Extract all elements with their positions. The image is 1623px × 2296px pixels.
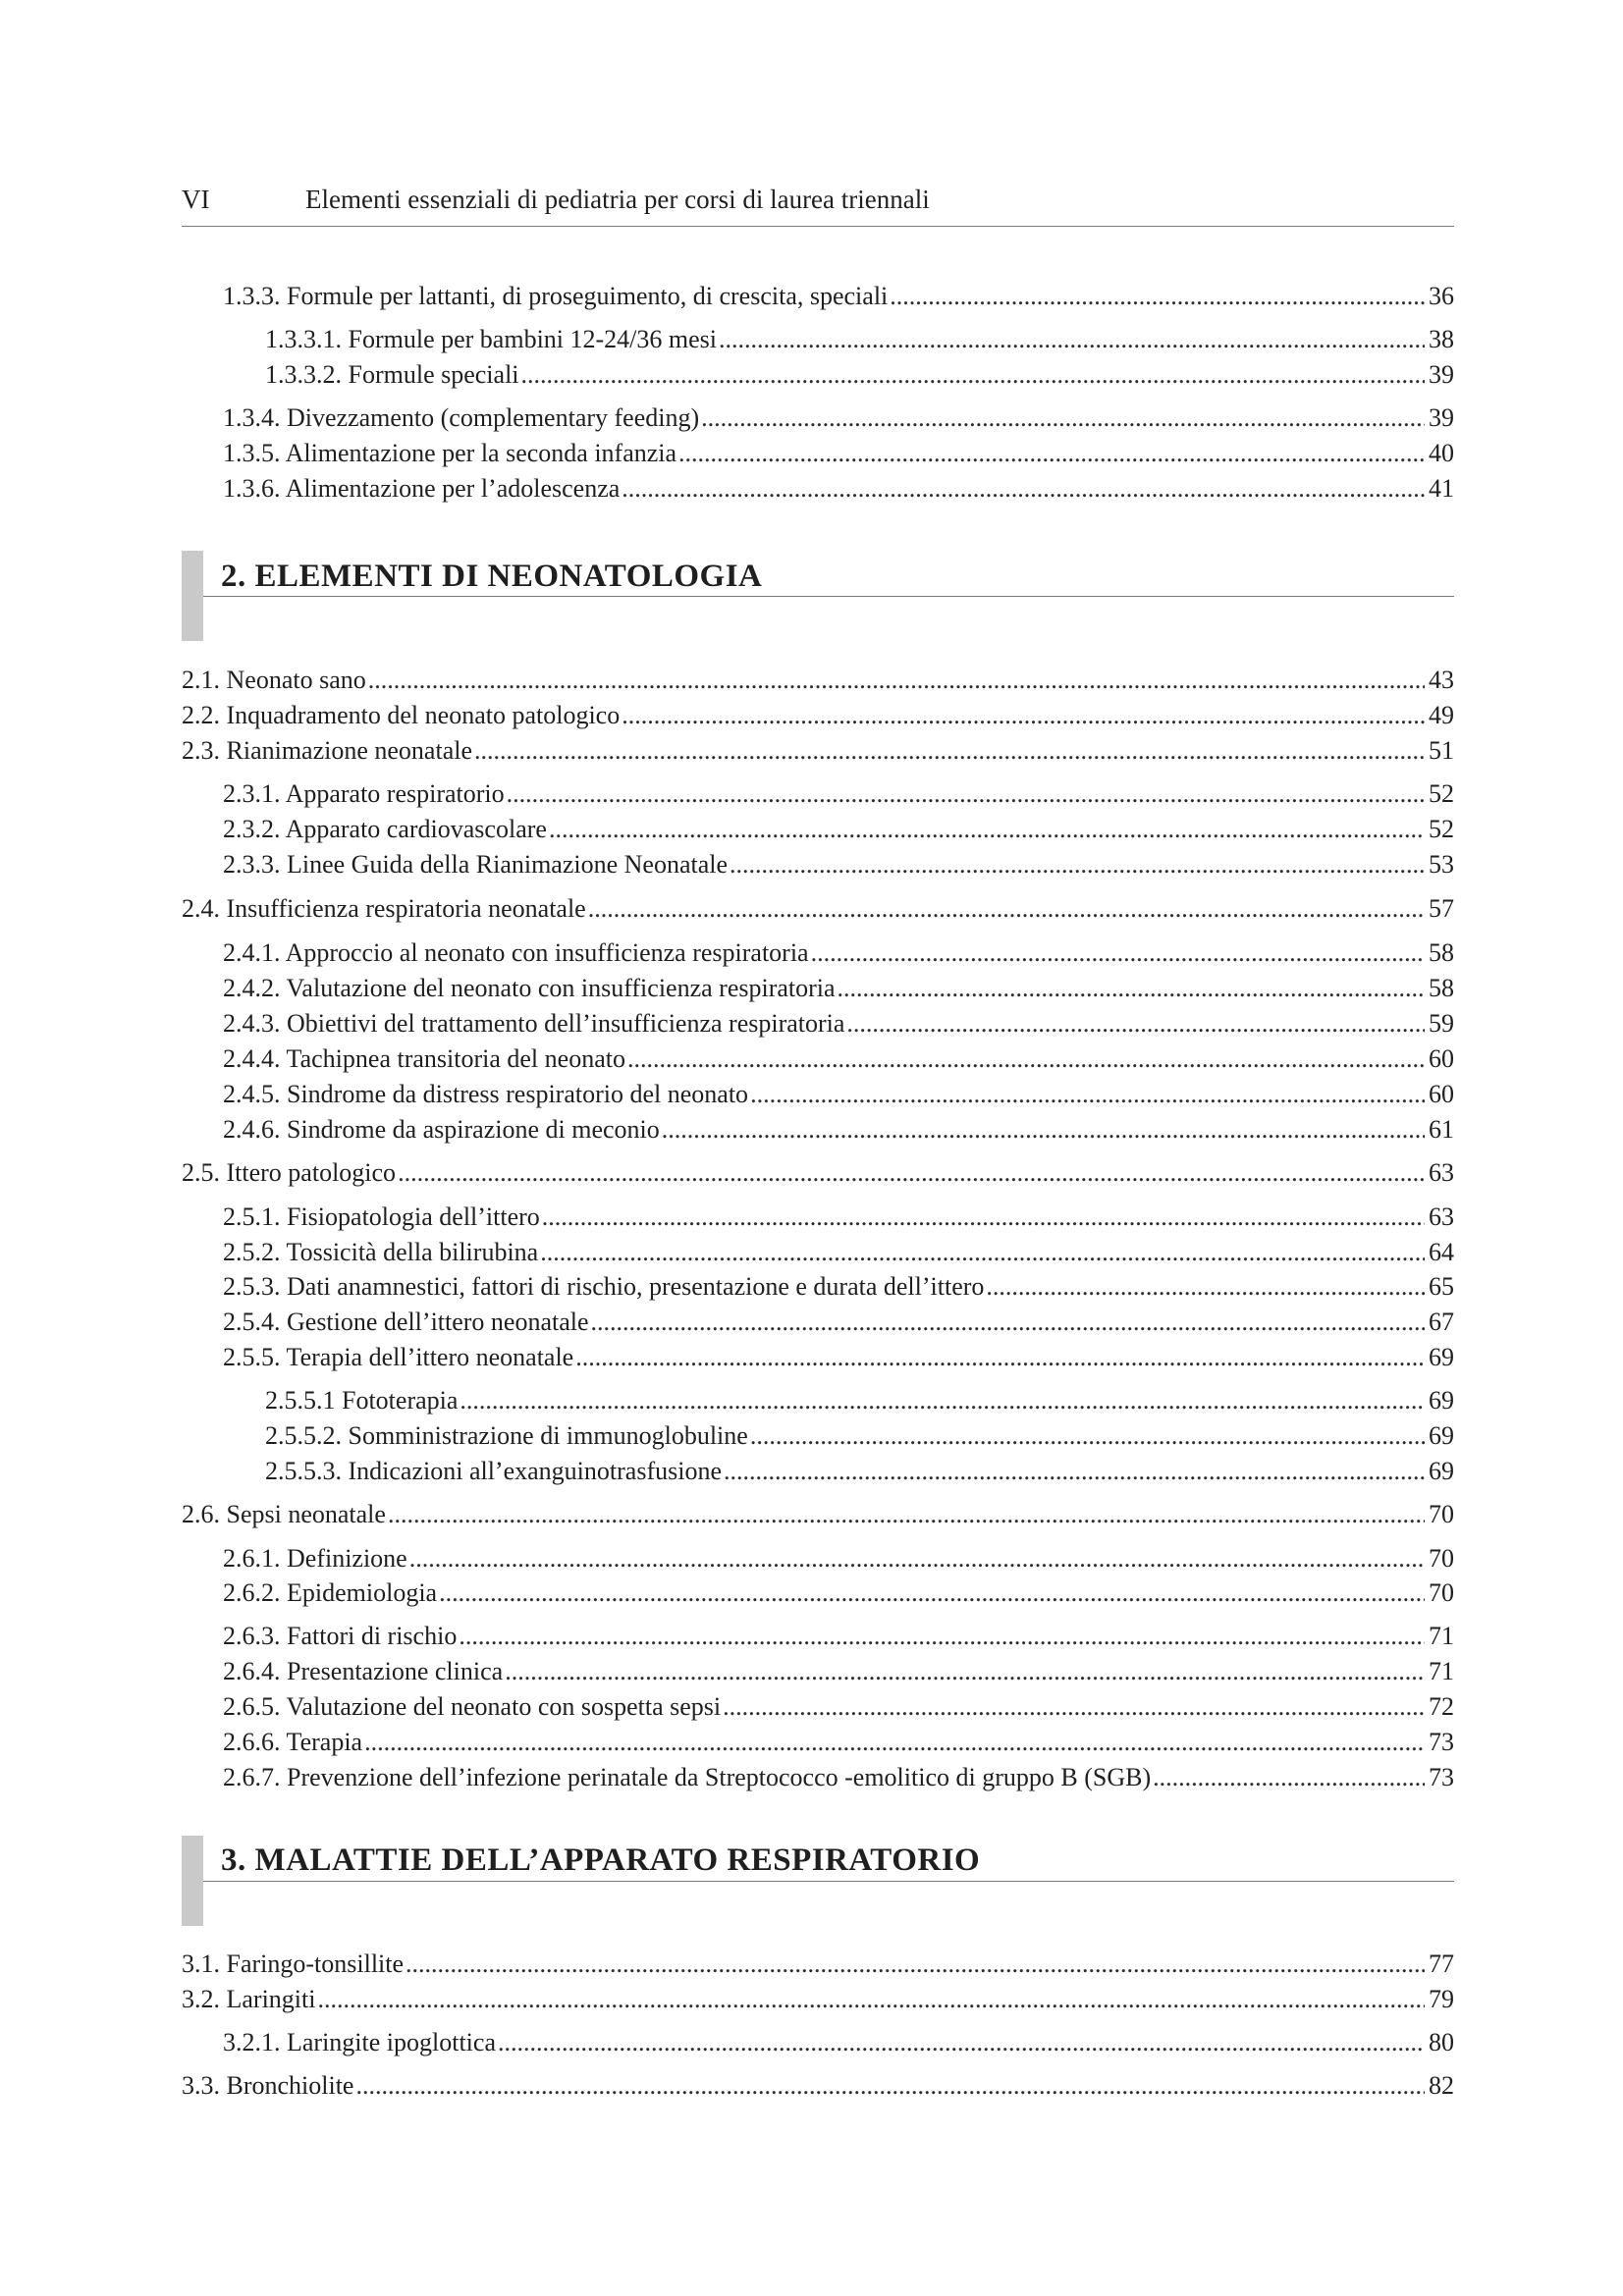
dot-leader xyxy=(505,1656,1425,1687)
dot-leader xyxy=(588,893,1425,925)
entry-page-number: 79 xyxy=(1429,1985,1454,2013)
toc-entry[interactable] xyxy=(223,973,1454,1004)
toc-entry[interactable] xyxy=(223,1079,1454,1110)
dot-leader xyxy=(406,1949,1425,1980)
dot-leader xyxy=(439,1577,1425,1609)
entry-title: 2.3. Rianimazione neonatale xyxy=(182,736,473,765)
toc-entry[interactable] xyxy=(223,1342,1454,1373)
entry-page-number: 77 xyxy=(1429,1949,1454,1978)
entry-title: 2.4.2. Valutazione del neonato con insufficienza respiratoria xyxy=(223,974,836,1002)
dot-leader xyxy=(521,359,1425,391)
entry-title: 2.6.4. Presentazione clinica xyxy=(223,1657,504,1685)
entry-title: 2.5.2. Tossicità della bilirubina xyxy=(223,1238,539,1266)
entry-title: 2.6.5. Valutazione del neonato con sospetta sepsi xyxy=(223,1692,722,1721)
entry-title: 2.3.3. Linee Guida della Rianimazione Neonatale xyxy=(223,850,729,879)
entry-page-number: 70 xyxy=(1429,1578,1454,1607)
entry-title: 1.3.3. Formule per lattanti, di proseguimento, di crescita, speciali xyxy=(223,282,889,310)
entry-title: 3.2. Laringiti xyxy=(182,1985,316,2013)
entry-page-number: 73 xyxy=(1429,1728,1454,1756)
entry-title: 2.4.4. Tachipnea transitoria del neonato xyxy=(223,1044,625,1073)
entry-page-number: 59 xyxy=(1429,1009,1454,1038)
toc-entry[interactable] xyxy=(223,281,1454,312)
dot-leader xyxy=(719,324,1425,355)
toc-entry[interactable] xyxy=(223,1543,1454,1575)
toc-entry[interactable] xyxy=(182,893,1454,925)
entry-page-number: 52 xyxy=(1429,779,1454,808)
entry-title: 2.5.5.2. Somministrazione di immunoglobuline xyxy=(265,1421,748,1450)
toc-entry[interactable] xyxy=(182,2070,1454,2102)
dot-leader xyxy=(662,1114,1425,1146)
dot-leader xyxy=(724,1456,1425,1487)
toc-entry[interactable] xyxy=(265,359,1454,391)
dot-leader xyxy=(730,849,1425,881)
toc-entry[interactable] xyxy=(182,1499,1454,1530)
toc-entry[interactable] xyxy=(223,1008,1454,1040)
dot-leader xyxy=(409,1543,1425,1575)
dot-leader xyxy=(750,1079,1425,1110)
toc-entry[interactable] xyxy=(182,1984,1454,2015)
dot-leader xyxy=(388,1499,1425,1530)
toc-entry[interactable] xyxy=(223,1043,1454,1075)
dot-leader xyxy=(986,1271,1425,1303)
dot-leader xyxy=(460,1385,1425,1416)
entry-page-number: 39 xyxy=(1429,360,1454,389)
toc-entry[interactable] xyxy=(223,1577,1454,1609)
dot-leader xyxy=(750,1420,1425,1452)
toc-entry[interactable] xyxy=(223,1201,1454,1233)
dot-leader xyxy=(507,778,1425,810)
chapter-marker-bar xyxy=(182,1836,203,1926)
entry-page-number: 67 xyxy=(1429,1308,1454,1336)
entry-title: 2.6.2. Epidemiologia xyxy=(223,1578,438,1607)
entry-title: 2.5.4. Gestione dell’ittero neonatale xyxy=(223,1308,589,1336)
toc-entry[interactable] xyxy=(265,1385,1454,1416)
entry-title: 2.4. Insufficienza respiratoria neonatale xyxy=(182,894,586,923)
header-divider xyxy=(182,226,1454,227)
entry-page-number: 58 xyxy=(1429,938,1454,967)
entry-title: 3.3. Bronchiolite xyxy=(182,2071,354,2100)
entry-title: 2.3.1. Apparato respiratorio xyxy=(223,779,505,808)
entry-title: 2.5.5.1 Fototerapia xyxy=(265,1386,459,1415)
entry-page-number: 64 xyxy=(1429,1238,1454,1266)
entry-page-number: 57 xyxy=(1429,894,1454,923)
chapter-heading[interactable]: 3. MALATTIE DELL’APPARATO RESPIRATORIO xyxy=(221,1842,981,1878)
dot-leader xyxy=(498,2027,1425,2058)
dot-leader xyxy=(1153,1762,1425,1793)
entry-page-number: 82 xyxy=(1429,2071,1454,2100)
dot-leader xyxy=(723,1691,1425,1723)
entry-title: 1.3.4. Divezzamento (complementary feeding) xyxy=(223,403,700,432)
entry-page-number: 71 xyxy=(1429,1657,1454,1685)
dot-leader xyxy=(549,814,1425,845)
entry-title: 2.3.2. Apparato cardiovascolare xyxy=(223,815,547,843)
entry-title: 2.5. Ittero patologico xyxy=(182,1158,397,1187)
entry-page-number: 36 xyxy=(1429,282,1454,310)
entry-title: 3.1. Faringo-tonsillite xyxy=(182,1949,405,1978)
dot-leader xyxy=(540,1237,1425,1268)
entry-page-number: 63 xyxy=(1429,1158,1454,1187)
chapter-divider xyxy=(203,1881,1454,1882)
entry-page-number: 69 xyxy=(1429,1386,1454,1415)
dot-leader xyxy=(474,735,1425,767)
dot-leader xyxy=(890,281,1425,312)
dot-leader xyxy=(459,1621,1425,1652)
entry-page-number: 40 xyxy=(1429,439,1454,467)
dot-leader xyxy=(678,438,1425,469)
entry-title: 2.2. Inquadramento del neonato patologico xyxy=(182,701,621,729)
entry-title: 1.3.3.2. Formule speciali xyxy=(265,360,519,389)
toc-entry[interactable] xyxy=(223,473,1454,505)
entry-page-number: 65 xyxy=(1429,1272,1454,1301)
entry-title: 2.4.3. Obiettivi del trattamento dell’insufficienza respiratoria xyxy=(223,1009,845,1038)
toc-entry[interactable] xyxy=(223,438,1454,469)
entry-page-number: 60 xyxy=(1429,1044,1454,1073)
chapter-heading[interactable]: 2. ELEMENTI DI NEONATOLOGIA xyxy=(221,559,763,594)
dot-leader xyxy=(846,1008,1425,1040)
dot-leader xyxy=(355,2070,1425,2102)
entry-title: 2.6.1. Definizione xyxy=(223,1544,407,1573)
toc-entry[interactable] xyxy=(223,1114,1454,1146)
entry-page-number: 69 xyxy=(1429,1343,1454,1371)
toc-entry[interactable] xyxy=(223,1307,1454,1338)
dot-leader xyxy=(622,473,1425,505)
dot-leader xyxy=(838,973,1425,1004)
toc-entry[interactable] xyxy=(265,1420,1454,1452)
entry-title: 2.6.6. Terapia xyxy=(223,1728,363,1756)
toc-entry[interactable] xyxy=(182,665,1454,696)
entry-page-number: 60 xyxy=(1429,1080,1454,1108)
toc-entry[interactable] xyxy=(223,2027,1454,2058)
toc-entry[interactable] xyxy=(223,814,1454,845)
dot-leader xyxy=(317,1984,1425,2015)
dot-leader xyxy=(627,1043,1425,1075)
toc-entry[interactable] xyxy=(223,849,1454,881)
entry-page-number: 53 xyxy=(1429,850,1454,879)
toc-entry[interactable] xyxy=(223,1621,1454,1652)
entry-page-number: 71 xyxy=(1429,1622,1454,1650)
entry-page-number: 39 xyxy=(1429,403,1454,432)
entry-page-number: 43 xyxy=(1429,666,1454,694)
dot-leader xyxy=(591,1307,1425,1338)
toc-entry[interactable] xyxy=(223,1656,1454,1687)
entry-page-number: 69 xyxy=(1429,1421,1454,1450)
entry-title: 2.1. Neonato sano xyxy=(182,666,366,694)
toc-entry[interactable] xyxy=(265,1456,1454,1487)
dot-leader xyxy=(701,402,1425,434)
dot-leader xyxy=(368,665,1425,696)
entry-page-number: 70 xyxy=(1429,1544,1454,1573)
entry-page-number: 52 xyxy=(1429,815,1454,843)
entry-page-number: 80 xyxy=(1429,2028,1454,2056)
page-folio: VI xyxy=(182,185,210,214)
toc-entry[interactable] xyxy=(223,402,1454,434)
chapter-divider xyxy=(203,596,1454,597)
entry-title: 2.6. Sepsi neonatale xyxy=(182,1500,386,1528)
dot-leader xyxy=(811,937,1425,969)
toc-entry[interactable] xyxy=(182,700,1454,731)
entry-title: 2.5.5.3. Indicazioni all’exanguinotrasfusione xyxy=(265,1457,722,1485)
toc-entry[interactable] xyxy=(223,937,1454,969)
entry-page-number: 73 xyxy=(1429,1763,1454,1791)
toc-entry[interactable] xyxy=(223,1237,1454,1268)
toc-entry[interactable] xyxy=(265,324,1454,355)
dot-leader xyxy=(622,700,1425,731)
entry-title: 2.4.1. Approccio al neonato con insufficienza respiratoria xyxy=(223,938,809,967)
toc-entry[interactable] xyxy=(223,1691,1454,1723)
entry-page-number: 49 xyxy=(1429,701,1454,729)
toc-entry[interactable] xyxy=(223,1271,1454,1303)
toc-entry[interactable] xyxy=(182,1949,1454,1980)
entry-page-number: 70 xyxy=(1429,1500,1454,1528)
dot-leader xyxy=(575,1342,1425,1373)
entry-page-number: 72 xyxy=(1429,1692,1454,1721)
toc-entry[interactable] xyxy=(182,1157,1454,1189)
entry-title: 2.4.5. Sindrome da distress respiratorio del neonato xyxy=(223,1080,749,1108)
entry-page-number: 58 xyxy=(1429,974,1454,1002)
entry-page-number: 38 xyxy=(1429,325,1454,353)
entry-title: 2.4.6. Sindrome da aspirazione di meconio xyxy=(223,1115,660,1144)
entry-title: 1.3.3.1. Formule per bambini 12-24/36 mesi xyxy=(265,325,718,353)
entry-page-number: 41 xyxy=(1429,474,1454,503)
entry-title: 2.5.3. Dati anamnestici, fattori di rischio, presentazione e durata dell’ittero xyxy=(223,1272,985,1301)
book-title: Elementi essenziali di pediatria per corsi di laurea triennali xyxy=(305,185,930,214)
entry-page-number: 63 xyxy=(1429,1202,1454,1231)
entry-title: 3.2.1. Laringite ipoglottica xyxy=(223,2028,496,2056)
toc-entry[interactable] xyxy=(223,1762,1454,1793)
chapter-marker-bar xyxy=(182,551,203,641)
toc-entry[interactable] xyxy=(223,778,1454,810)
entry-page-number: 69 xyxy=(1429,1457,1454,1485)
entry-title: 2.6.7. Prevenzione dell’infezione perinatale da Streptococco -emolitico di gruppo B (SGB) xyxy=(223,1763,1152,1791)
entry-title: 1.3.5. Alimentazione per la seconda infanzia xyxy=(223,439,677,467)
entry-title: 2.5.5. Terapia dell’ittero neonatale xyxy=(223,1343,574,1371)
entry-page-number: 51 xyxy=(1429,736,1454,765)
toc-entry[interactable] xyxy=(182,735,1454,767)
entry-title: 2.5.1. Fisiopatologia dell’ittero xyxy=(223,1202,540,1231)
entry-title: 2.6.3. Fattori di rischio xyxy=(223,1622,458,1650)
toc-entry[interactable] xyxy=(223,1727,1454,1758)
dot-leader xyxy=(542,1201,1425,1233)
dot-leader xyxy=(364,1727,1425,1758)
dot-leader xyxy=(398,1157,1425,1189)
entry-title: 1.3.6. Alimentazione per l’adolescenza xyxy=(223,474,621,503)
entry-page-number: 61 xyxy=(1429,1115,1454,1144)
